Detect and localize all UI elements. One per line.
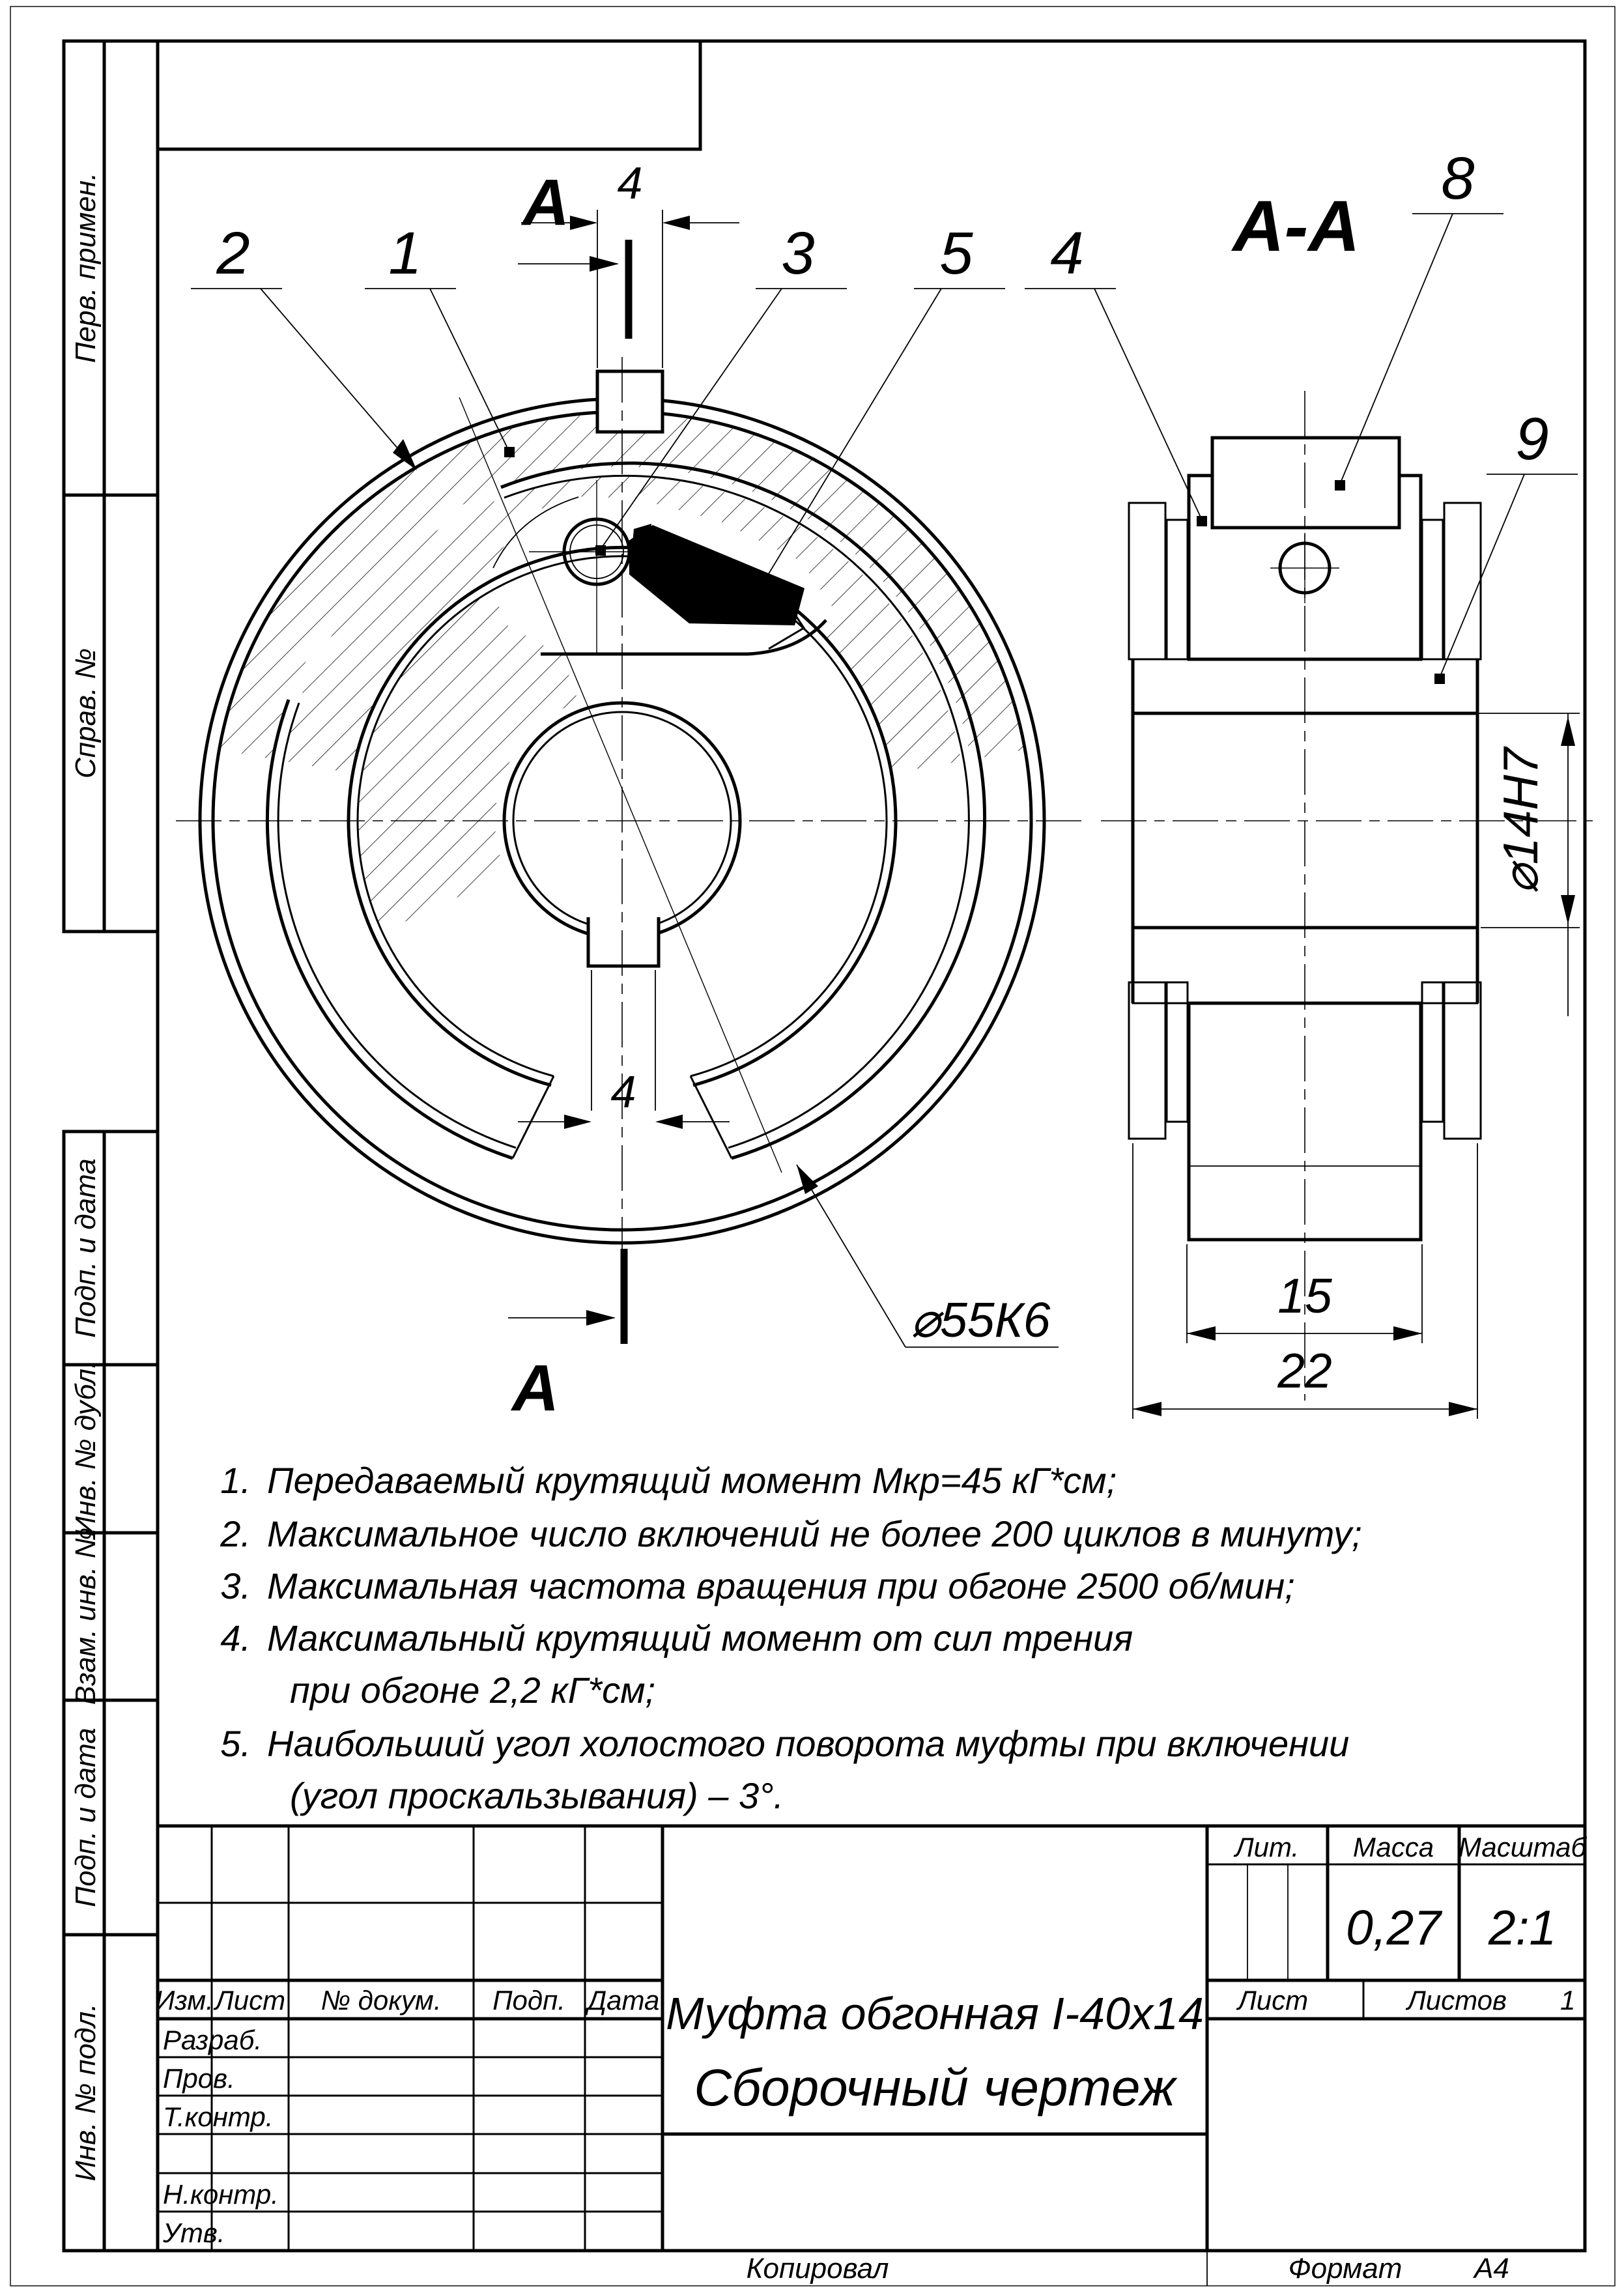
mass-value: 0,27 xyxy=(1346,1900,1441,1955)
col-list: Лист xyxy=(214,1985,286,2015)
sheets-label: Листов xyxy=(1407,1985,1507,2015)
callout-2-number: 2 xyxy=(216,220,250,287)
side-label-sprav-no: Справ. № xyxy=(70,648,102,778)
col-podp: Подп. xyxy=(492,1985,565,2015)
note-4-num: 4. xyxy=(220,1617,251,1659)
callout-9 xyxy=(1434,406,1578,684)
sheets-value: 1 xyxy=(1560,1985,1576,2015)
dim-keyway-width xyxy=(518,970,730,1129)
section-title: А-А xyxy=(1232,186,1360,266)
note-4-text: Максимальный крутящий момент от сил трения xyxy=(267,1617,1133,1659)
cut-plane-marks xyxy=(508,166,629,1425)
title-block xyxy=(155,1826,1587,2251)
row-nkontr: Н.контр. xyxy=(163,2179,279,2210)
doc-designation: Муфта обгонная I-40х14 xyxy=(666,1988,1204,2039)
side-label-inv-podl: Инв. № подл. xyxy=(70,2003,102,2182)
side-label-perv-primen: Перв. примен. xyxy=(70,172,102,363)
sheet-label: Лист xyxy=(1238,1985,1309,2015)
dim-text-keyway-width: 4 xyxy=(610,1066,636,1117)
note-5-cont: (угол проскальзывания) – 3°. xyxy=(290,1775,784,1816)
note-2-text: Максимальное число включений не более 200 циклов в минуту; xyxy=(267,1513,1362,1554)
dim-text-key-width: 4 xyxy=(617,158,643,208)
note-2-num: 2. xyxy=(220,1513,251,1554)
note-3-text: Максимальная частота вращения при обгоне 2500 об/мин; xyxy=(267,1565,1295,1606)
note-1-num: 1. xyxy=(220,1460,251,1501)
technical-notes xyxy=(220,1460,1361,1816)
left-margin-stamps xyxy=(64,41,158,2251)
col-izm: Изм. xyxy=(155,1985,214,2015)
row-utv: Утв. xyxy=(163,2217,225,2248)
callout-5-number: 5 xyxy=(939,220,973,287)
cover-bottom-right xyxy=(1444,982,1481,1139)
note-3-num: 3. xyxy=(220,1565,251,1606)
footer-copied: Копировал xyxy=(746,2253,889,2285)
washer-top-left xyxy=(1167,520,1188,659)
footer-format-label: Формат xyxy=(1288,2253,1403,2285)
note-5-num: 5. xyxy=(220,1723,251,1764)
dim-outer-diameter xyxy=(797,1165,1059,1347)
doc-type: Сборочный чертеж xyxy=(694,2058,1176,2116)
dim-text-hub-length: 15 xyxy=(1277,1268,1332,1323)
side-label-inv-dubl: Инв. № дубл. xyxy=(70,1360,102,1537)
washer-top-right xyxy=(1422,520,1443,659)
lit-label: Лит. xyxy=(1234,1832,1300,1862)
side-label-podp-data-2: Подп. и дата xyxy=(70,1728,102,1907)
callout-3-number: 3 xyxy=(781,220,815,287)
scale-value: 2:1 xyxy=(1488,1900,1557,1955)
scale-label: Масштаб xyxy=(1458,1832,1587,1862)
col-doc: № докум. xyxy=(321,1985,442,2015)
callout-1-number: 1 xyxy=(388,220,422,287)
callout-8-number: 8 xyxy=(1441,145,1475,212)
footer-format-value: А4 xyxy=(1474,2253,1509,2285)
dim-text-outer-diameter: ⌀55К6 xyxy=(911,1292,1051,1347)
cover-bottom-left xyxy=(1129,982,1165,1139)
callout-4-number: 4 xyxy=(1050,220,1084,287)
callout-1 xyxy=(365,220,515,457)
front-view-clutch xyxy=(176,357,1081,1293)
row-razrab: Разраб. xyxy=(163,2025,262,2055)
row-prov: Пров. xyxy=(163,2063,235,2094)
row-tkontr: Т.контр. xyxy=(163,2101,274,2132)
col-data: Дата xyxy=(587,1985,660,2015)
dim-text-overall-length: 22 xyxy=(1277,1343,1332,1398)
side-label-podp-data-1: Подп. и дата xyxy=(70,1158,102,1338)
callout-9-number: 9 xyxy=(1515,406,1549,472)
cover-top-right xyxy=(1444,503,1481,659)
note-1-text: Передаваемый крутящий момент Мкр=45 кГ*см; xyxy=(267,1460,1117,1501)
callout-2 xyxy=(191,220,417,470)
sheet-footer xyxy=(747,2251,1509,2286)
dim-text-bore-diameter: ⌀14Н7 xyxy=(1493,747,1548,894)
note-4-cont: при обгоне 2,2 кГ*см; xyxy=(290,1670,656,1711)
side-label-vzam-inv: Взам. инв. № xyxy=(70,1527,102,1705)
dim-bore-diameter xyxy=(1448,713,1580,1016)
mass-label: Масса xyxy=(1352,1832,1434,1862)
cut-letter-top: А xyxy=(522,166,570,239)
callout-4 xyxy=(1025,220,1207,526)
cut-letter-bottom: А xyxy=(511,1352,560,1425)
note-5-text: Наибольший угол холостого поворота муфты при включении xyxy=(267,1723,1350,1764)
cover-top-left xyxy=(1129,503,1165,659)
top-left-stamp-box xyxy=(158,41,700,149)
